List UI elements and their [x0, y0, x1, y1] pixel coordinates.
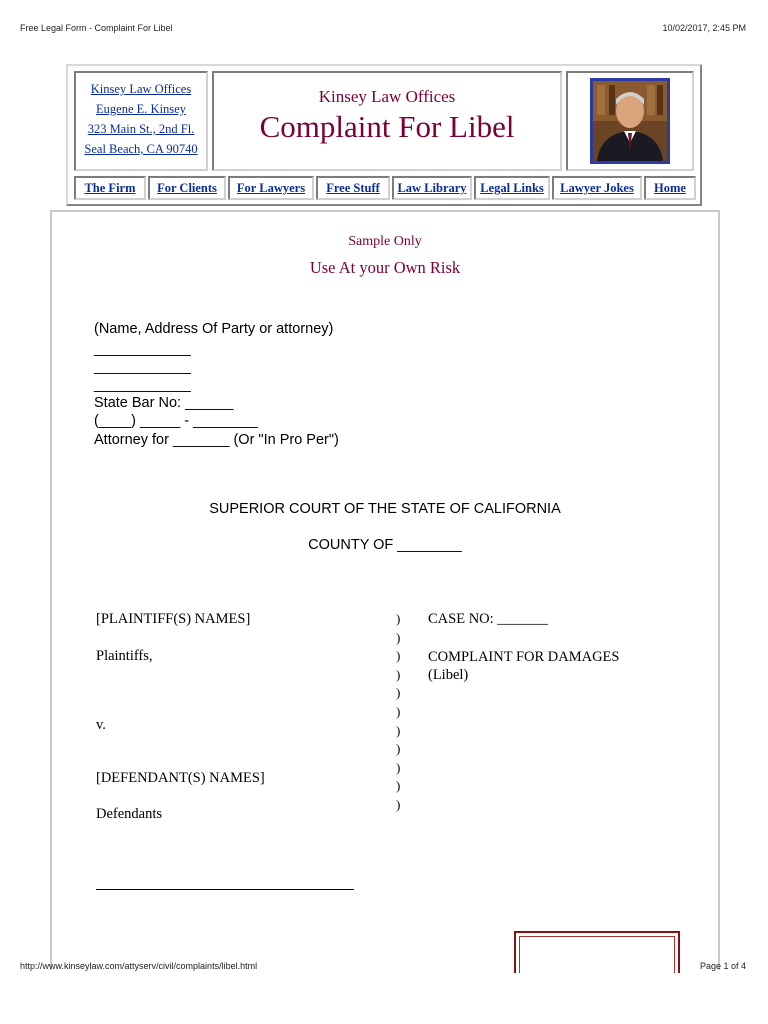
- attorney-portrait-icon: [593, 81, 667, 161]
- paren-6: ): [396, 703, 401, 719]
- nav-legal-links[interactable]: [474, 176, 550, 200]
- paren-10: ): [396, 778, 401, 794]
- paren-11: ): [396, 796, 401, 812]
- page-title: Complaint For Libel: [259, 109, 515, 144]
- nav-law-library[interactable]: [392, 176, 472, 200]
- address-block: [74, 71, 208, 171]
- attorney-for-line: Attorney for _______ (Or "In Pro Per"): [94, 432, 339, 448]
- nav-legal-links-label[interactable]: Legal Links: [480, 181, 544, 195]
- nav-the-firm[interactable]: [74, 176, 146, 200]
- address-link-street[interactable]: 323 Main St., 2nd Fl.: [87, 122, 195, 136]
- caption-parentheses: [396, 610, 400, 815]
- document-body: [50, 210, 720, 970]
- nav-for-clients[interactable]: [148, 176, 226, 200]
- site-banner: [66, 64, 702, 206]
- nav-the-firm-label[interactable]: The Firm: [84, 181, 136, 195]
- risk-notice: Use At your Own Risk: [309, 258, 461, 277]
- nav-bar: [74, 176, 696, 202]
- print-footer: [20, 961, 746, 971]
- complaint-type: COMPLAINT FOR DAMAGES: [428, 649, 620, 665]
- case-number: CASE NO: _______: [428, 611, 549, 627]
- paren-8: ): [396, 741, 401, 757]
- defendants-label: Defendants: [96, 806, 163, 822]
- defendant-names: [DEFENDANT(S) NAMES]: [96, 770, 265, 786]
- plaintiff-names: [PLAINTIFF(S) NAMES]: [96, 611, 251, 627]
- nav-for-lawyers-label[interactable]: For Lawyers: [236, 181, 306, 195]
- nav-free-stuff[interactable]: [316, 176, 390, 200]
- plaintiffs-label: Plaintiffs,: [96, 648, 153, 664]
- sample-notice: Sample Only: [348, 234, 422, 249]
- address-link-city[interactable]: Seal Beach, CA 90740: [84, 142, 198, 156]
- county-heading: COUNTY OF ________: [308, 537, 462, 553]
- party-name-line: (Name, Address Of Party or attorney): [94, 321, 334, 337]
- print-header-title: Free Legal Form - Complaint For Libel: [20, 23, 173, 33]
- nav-home-label[interactable]: Home: [654, 181, 686, 195]
- party-blank-line-1: ____________: [94, 341, 191, 357]
- court-heading: SUPERIOR COURT OF THE STATE OF CALIFORNIA: [209, 501, 561, 517]
- firm-name: Kinsey Law Offices: [318, 87, 456, 106]
- print-header-date: 10/02/2017, 2:45 PM: [662, 23, 746, 33]
- nav-free-stuff-label[interactable]: Free Stuff: [326, 181, 380, 195]
- phone-line: (____) _____ - ________: [94, 413, 258, 429]
- nav-law-library-label[interactable]: Law Library: [397, 181, 467, 195]
- paren-5: ): [396, 685, 401, 701]
- party-blank-line-3: ____________: [94, 377, 191, 393]
- paren-3: ): [396, 648, 401, 664]
- nav-lawyer-jokes-label[interactable]: Lawyer Jokes: [560, 181, 634, 195]
- paren-1: ): [396, 611, 401, 626]
- print-footer-url: http://www.kinseylaw.com/attyserv/civil/complaints/libel.html: [20, 961, 258, 971]
- nav-for-clients-label[interactable]: For Clients: [157, 181, 217, 195]
- versus-label: v.: [96, 717, 106, 733]
- paren-2: ): [396, 629, 401, 645]
- attorney-photo: [590, 78, 670, 164]
- nav-lawyer-jokes[interactable]: [552, 176, 642, 200]
- photo-block: [566, 71, 694, 171]
- paren-7: ): [396, 722, 401, 738]
- address-link-attorney[interactable]: Eugene E. Kinsey: [96, 102, 186, 116]
- address-link-firm[interactable]: Kinsey Law Offices: [90, 82, 192, 96]
- title-block: [212, 71, 562, 171]
- state-bar-line: State Bar No: ______: [94, 395, 234, 411]
- party-blank-line-2: ____________: [94, 359, 191, 375]
- print-footer-page: Page 1 of 4: [699, 961, 746, 971]
- print-header: [20, 23, 746, 33]
- signature-line: [96, 889, 354, 890]
- nav-home[interactable]: [644, 176, 696, 200]
- paren-9: ): [396, 759, 401, 775]
- complaint-subtype: (Libel): [428, 667, 469, 683]
- paren-4: ): [396, 666, 401, 682]
- nav-for-lawyers[interactable]: [228, 176, 314, 200]
